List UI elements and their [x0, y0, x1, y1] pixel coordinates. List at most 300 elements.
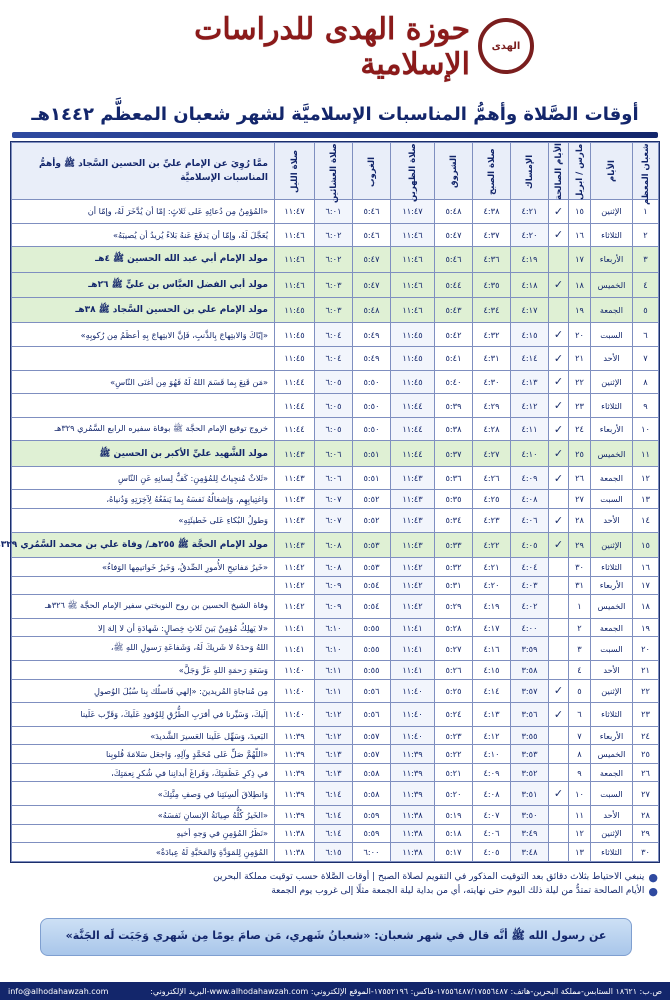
imsak-time: ٤:١٧ — [511, 297, 549, 322]
isha-time: ٦:١٥ — [315, 843, 353, 862]
row-note: اللهُ وَحدَهُ لا شَريكَ لَهُ، وَشَفاعَةِ رَسولِ اللهِ ﷺ، — [12, 637, 275, 661]
dhuhr-time: ١١:٣٨ — [391, 843, 435, 862]
night-prayer-time: ١١:٣٩ — [275, 745, 315, 764]
table-row — [12, 618, 659, 637]
title-divider — [12, 132, 658, 138]
row-note: وَسَعَةِ رَحمَةِ اللهِ عَزَّ وَجَلَّ» — [12, 660, 275, 679]
isha-time: ٦:٠٢ — [315, 223, 353, 247]
sha-day: ١٥ — [633, 532, 659, 557]
row-note: يُعَجَّلَ لَهُ، وإمّا أن يَدفَعَ عَنهُ بَلاءً يُريدُ أن يُصيبَهُ» — [12, 223, 275, 247]
fajr-time: ٤:٣٧ — [473, 223, 511, 247]
fajr-time: ٤:٠٩ — [473, 763, 511, 782]
isha-time: ٦:٠٤ — [315, 323, 353, 347]
footnote-text: الأيام الصالحة تمتدُّ من ليلة ذلك اليوم حتى نهايته، أي من بداية ليلة الجمعة مثلًا إلى غروب يوم الجمعة — [271, 886, 645, 896]
night-prayer-time: ١١:٤٧ — [275, 200, 315, 224]
weekday: الأحد — [591, 346, 633, 370]
isha-time: ٦:٠٥ — [315, 370, 353, 394]
logo-calligraphy: حوزة الهدى للدراسات الإسلامية — [194, 12, 470, 82]
isha-time: ٦:١٤ — [315, 824, 353, 843]
row-note: في ذِكرِ عَظَمَتِكَ، وَفَراغَ أبدانِنا في شُكرِ نِعمَتِكَ، — [12, 763, 275, 782]
table-row — [12, 679, 659, 703]
good-day-check — [549, 595, 569, 619]
col-good: الأيام الصالحة — [549, 143, 569, 200]
greg-date: ٢٣ — [569, 394, 591, 418]
night-prayer-time: ١١:٤٣ — [275, 441, 315, 466]
sunrise-time: ٥:٣٧ — [435, 441, 473, 466]
isha-time: ٦:١٤ — [315, 806, 353, 825]
fajr-time: ٤:٠٧ — [473, 806, 511, 825]
sunrise-time: ٥:٤١ — [435, 346, 473, 370]
isha-time: ٦:١٤ — [315, 782, 353, 806]
table-row — [12, 490, 659, 509]
weekday: الثلاثاء — [591, 394, 633, 418]
fajr-time: ٤:١٩ — [473, 595, 511, 619]
greg-date: ١٣ — [569, 843, 591, 862]
sunrise-time: ٥:٣٢ — [435, 557, 473, 576]
maghrib-time: ٥:٤٦ — [353, 223, 391, 247]
dhuhr-time: ١١:٤٤ — [391, 441, 435, 466]
row-note: «نَظَرُ المُؤمِنِ في وَجهِ أخيهِ — [12, 824, 275, 843]
imsak-time: ٤:١٥ — [511, 323, 549, 347]
row-note: «الخَيرُ كُلُّهُ صِيانَةُ الإنسانِ نَفسَهُ» — [12, 806, 275, 825]
prayer-times-table — [0, 141, 660, 863]
night-prayer-time: ١١:٣٨ — [275, 843, 315, 862]
sha-day: ١٣ — [633, 490, 659, 509]
greg-date: ١٧ — [569, 247, 591, 272]
table-row — [12, 441, 659, 466]
isha-time: ٦:١٠ — [315, 637, 353, 661]
dhuhr-time: ١١:٤٠ — [391, 679, 435, 703]
table-row — [12, 272, 659, 297]
imsak-time: ٤:١٨ — [511, 272, 549, 297]
isha-time: ٦:٠٩ — [315, 595, 353, 619]
night-prayer-time: ١١:٣٩ — [275, 782, 315, 806]
good-day-check: ✓ — [549, 703, 569, 727]
isha-time: ٦:٠٥ — [315, 394, 353, 418]
imsak-time: ٣:٥٥ — [511, 726, 549, 745]
maghrib-time: ٥:٥٩ — [353, 806, 391, 825]
row-note: مولد أبي الفضل العبَّاس بن عليٍّ ﷺ ٢٦هـ — [12, 272, 275, 297]
dhuhr-time: ١١:٤٥ — [391, 346, 435, 370]
night-prayer-time: ١١:٣٨ — [275, 824, 315, 843]
table-row — [12, 660, 659, 679]
sha-day: ٦ — [633, 323, 659, 347]
greg-date: ١٠ — [569, 782, 591, 806]
bullet-icon: ● — [648, 884, 658, 898]
weekday: الجمعة — [591, 763, 633, 782]
fajr-time: ٤:٢٦ — [473, 466, 511, 490]
greg-date: ١٥ — [569, 200, 591, 224]
row-note: خروج توقيع الإمام الحجَّة ﷺ بوفاة سفيره الرابع السَّمُري ٣٢٩هـ — [12, 417, 275, 441]
imsak-time: ٣:٥١ — [511, 782, 549, 806]
maghrib-time: ٥:٤٩ — [353, 346, 391, 370]
dhuhr-time: ١١:٤٤ — [391, 394, 435, 418]
fajr-time: ٤:٢٨ — [473, 417, 511, 441]
sha-day: ٢٢ — [633, 679, 659, 703]
good-day-check: ✓ — [549, 223, 569, 247]
fajr-time: ٤:٢٣ — [473, 509, 511, 533]
isha-time: ٦:٠٦ — [315, 466, 353, 490]
sunrise-time: ٥:٢١ — [435, 763, 473, 782]
greg-date: ٦ — [569, 703, 591, 727]
col-maghrib: الغروب — [353, 143, 391, 200]
table-row — [12, 745, 659, 764]
good-day-check — [549, 660, 569, 679]
greg-date: ٧ — [569, 726, 591, 745]
sunrise-time: ٥:١٩ — [435, 806, 473, 825]
weekday: السبت — [591, 323, 633, 347]
header — [0, 0, 670, 92]
imsak-time: ٤:٠٨ — [511, 490, 549, 509]
row-note: وَطولُ البُكاءِ عَلى خَطيئَتِهِ» — [12, 509, 275, 533]
weekday: الجمعة — [591, 466, 633, 490]
night-prayer-time: ١١:٤٥ — [275, 323, 315, 347]
night-prayer-time: ١١:٤٦ — [275, 247, 315, 272]
maghrib-time: ٥:٥٤ — [353, 576, 391, 595]
night-prayer-time: ١١:٤٠ — [275, 660, 315, 679]
sunrise-time: ٥:٤٠ — [435, 370, 473, 394]
sunrise-time: ٥:٣٦ — [435, 466, 473, 490]
sunrise-time: ٥:٢٢ — [435, 745, 473, 764]
greg-date: ٣٠ — [569, 557, 591, 576]
dhuhr-time: ١١:٣٩ — [391, 745, 435, 764]
greg-date: ٩ — [569, 763, 591, 782]
table-row — [12, 703, 659, 727]
dhuhr-time: ١١:٤٥ — [391, 370, 435, 394]
fajr-time: ٤:٣٨ — [473, 200, 511, 224]
sunrise-time: ٥:٢٥ — [435, 679, 473, 703]
sha-day: ٩ — [633, 394, 659, 418]
weekday: الثلاثاء — [591, 843, 633, 862]
weekday: السبت — [591, 637, 633, 661]
night-prayer-time: ١١:٤٤ — [275, 417, 315, 441]
greg-date: ٢٦ — [569, 466, 591, 490]
greg-date: ١٢ — [569, 824, 591, 843]
sunrise-time: ٥:٤٦ — [435, 247, 473, 272]
fajr-time: ٤:٠٥ — [473, 843, 511, 862]
night-prayer-time: ١١:٤٠ — [275, 703, 315, 727]
table-row — [12, 532, 659, 557]
weekday: الثلاثاء — [591, 703, 633, 727]
table-row — [12, 223, 659, 247]
weekday: الإثنين — [591, 679, 633, 703]
maghrib-time: ٥:٥٨ — [353, 782, 391, 806]
greg-date: ٢٨ — [569, 509, 591, 533]
night-prayer-time: ١١:٤٥ — [275, 297, 315, 322]
night-prayer-time: ١١:٤٠ — [275, 679, 315, 703]
imsak-time: ٤:١٤ — [511, 346, 549, 370]
night-prayer-time: ١١:٤٥ — [275, 346, 315, 370]
isha-time: ٦:٠٧ — [315, 509, 353, 533]
good-day-check — [549, 576, 569, 595]
row-note: مِن مُناجاةِ المُريدينَ: «إلهي فَاسلُك بِنا سُبُلَ الوُصولِ — [12, 679, 275, 703]
fajr-time: ٤:٣٥ — [473, 272, 511, 297]
row-note: وفاة الشيخ الحسين بن روح النوبختي سفير الإمام الحجَّة ﷺ ٣٢٦هـ — [12, 595, 275, 619]
col-fajr: صلاة الصبح — [473, 143, 511, 200]
good-day-check: ✓ — [549, 679, 569, 703]
row-note: مولد الإمام الحجَّة ﷺ ٢٥٥هـ/ وفاة علي بن محمد السَّمُري ٣٢٩ — [12, 532, 275, 557]
isha-time: ٦:٠٥ — [315, 417, 353, 441]
table-row — [12, 595, 659, 619]
row-note: إلَيكَ، وَسَيِّرنا في أقرَبِ الطُّرُقِ لِلوُفودِ عَلَيكَ، وَقَرِّب عَلَينا — [12, 703, 275, 727]
sunrise-time: ٥:٣٣ — [435, 532, 473, 557]
maghrib-time: ٥:٥٩ — [353, 824, 391, 843]
night-prayer-time: ١١:٤٣ — [275, 509, 315, 533]
good-day-check — [549, 618, 569, 637]
footer-address: ص.ب: ١٨٦٢١ الستابس-مملكة البحرين-هاتف: ١٧٥٥٦٤٨٧/١٧٥٥٦٤٨٧-فاكس: ١٧٥٥٢١٩٦-الموقع الإلكتروني: www.alhodahawzah.com-البريد الإلكتروني: — [150, 986, 662, 996]
table-row — [12, 297, 659, 322]
good-day-check — [549, 806, 569, 825]
dhuhr-time: ١١:٤٠ — [391, 726, 435, 745]
table-row — [12, 200, 659, 224]
imsak-time: ٣:٤٩ — [511, 824, 549, 843]
col-night: صلاة الليل — [275, 143, 315, 200]
footnotes — [12, 870, 658, 914]
night-prayer-time: ١١:٤٣ — [275, 490, 315, 509]
dhuhr-time: ١١:٤٣ — [391, 490, 435, 509]
weekday: الخميس — [591, 272, 633, 297]
isha-time: ٦:٠٢ — [315, 247, 353, 272]
maghrib-time: ٥:٥٦ — [353, 703, 391, 727]
maghrib-time: ٥:٥٠ — [353, 394, 391, 418]
hadith-quote-text: عن رسول الله ﷺ أنَّه قال في شهر شعبان: «شعبانُ شَهري، مَن صامَ يومًا مِن شَهري وَجَبَت لَه الجَنَّة» — [65, 929, 607, 942]
sha-day: ٤ — [633, 272, 659, 297]
sha-day: ٢٨ — [633, 806, 659, 825]
isha-time: ٦:١٢ — [315, 703, 353, 727]
imsak-time: ٤:٢٠ — [511, 223, 549, 247]
fajr-time: ٤:٢٢ — [473, 532, 511, 557]
greg-date: ٤ — [569, 660, 591, 679]
imsak-time: ٤:٠٠ — [511, 618, 549, 637]
sunrise-time: ٥:١٨ — [435, 824, 473, 843]
night-prayer-time: ١١:٤٣ — [275, 532, 315, 557]
night-prayer-time: ١١:٤٢ — [275, 576, 315, 595]
sunrise-time: ٥:٢٦ — [435, 660, 473, 679]
greg-date: ٣١ — [569, 576, 591, 595]
night-prayer-time: ١١:٤١ — [275, 618, 315, 637]
dhuhr-time: ١١:٤١ — [391, 637, 435, 661]
imsak-time: ٤:٠٤ — [511, 557, 549, 576]
good-day-check — [549, 745, 569, 764]
dhuhr-time: ١١:٤٢ — [391, 557, 435, 576]
weekday: الخميس — [591, 441, 633, 466]
weekday: الخميس — [591, 595, 633, 619]
weekday: الأحد — [591, 660, 633, 679]
dhuhr-time: ١١:٤٦ — [391, 223, 435, 247]
table-row — [12, 763, 659, 782]
good-day-check — [549, 490, 569, 509]
weekday: الأربعاء — [591, 417, 633, 441]
greg-date: ٢٢ — [569, 370, 591, 394]
weekday: الأحد — [591, 806, 633, 825]
table-row — [12, 394, 659, 418]
good-day-check: ✓ — [549, 466, 569, 490]
imsak-time: ٣:٥٦ — [511, 703, 549, 727]
sunrise-time: ٥:٢٩ — [435, 595, 473, 619]
greg-date: ٢ — [569, 618, 591, 637]
good-day-check: ✓ — [549, 370, 569, 394]
imsak-time: ٤:١١ — [511, 417, 549, 441]
col-imsak: الإمساك — [511, 143, 549, 200]
logo-badge-text: الهدى — [491, 40, 521, 52]
dhuhr-time: ١١:٤٦ — [391, 272, 435, 297]
sha-day: ٥ — [633, 297, 659, 322]
sha-day: ٢٣ — [633, 703, 659, 727]
imsak-time: ٣:٥٩ — [511, 637, 549, 661]
sha-day: ١٧ — [633, 576, 659, 595]
good-day-check — [549, 824, 569, 843]
fajr-time: ٤:١٥ — [473, 660, 511, 679]
sha-day: ١٨ — [633, 595, 659, 619]
sha-day: ١٦ — [633, 557, 659, 576]
dhuhr-time: ١١:٤٣ — [391, 466, 435, 490]
sha-day: ١٠ — [633, 417, 659, 441]
row-note: المُؤمِنِ لِلمَوَدَّةِ وَالمَحَبَّةِ لَهُ عِبادَةٌ» — [12, 843, 275, 862]
row-note: «ثَلاثٌ مُنجِياتٌ لِلمُؤمِنِ: كَفُّ لِسانِهِ عَنِ النّاسِ — [12, 466, 275, 490]
greg-date: ٢٠ — [569, 323, 591, 347]
weekday: السبت — [591, 490, 633, 509]
maghrib-time: ٥:٥٨ — [353, 763, 391, 782]
sha-day: ٢٤ — [633, 726, 659, 745]
good-day-check: ✓ — [549, 509, 569, 533]
fajr-time: ٤:١٠ — [473, 745, 511, 764]
isha-time: ٦:٠٨ — [315, 557, 353, 576]
col-notes: ممَّا رُوِيَ عن الإمام عليِّ بن الحسين السَّجاد ﷺ وأهمُّ المناسبات الإسلاميَّة — [12, 143, 275, 200]
night-prayer-time: ١١:٤٤ — [275, 394, 315, 418]
good-day-check: ✓ — [549, 782, 569, 806]
row-note: وَاغتِيابِهِم، وَإشغالُهُ نَفسَهُ بِما يَنفَعُهُ لِآخِرَتِهِ وَدُنياهُ، — [12, 490, 275, 509]
good-day-check: ✓ — [549, 200, 569, 224]
night-prayer-time: ١١:٤٦ — [275, 223, 315, 247]
dhuhr-time: ١١:٤٦ — [391, 247, 435, 272]
isha-time: ٦:١٢ — [315, 726, 353, 745]
fajr-time: ٤:٠٨ — [473, 782, 511, 806]
fajr-time: ٤:٣٦ — [473, 247, 511, 272]
maghrib-time: ٥:٤٨ — [353, 297, 391, 322]
footer-email[interactable]: info@alhodahawzah.com — [8, 986, 109, 996]
isha-time: ٦:١٣ — [315, 763, 353, 782]
sha-day: ٢٠ — [633, 637, 659, 661]
sha-day: ٨ — [633, 370, 659, 394]
footnote-item — [12, 884, 658, 898]
good-day-check — [549, 247, 569, 272]
row-note: مولد الإمام علي بن الحسين السَّجاد ﷺ ٣٨هـ — [12, 297, 275, 322]
greg-date: ٢٤ — [569, 417, 591, 441]
footnote-text: ينبغي الاحتياط بثلاث دقائق بعد التوقيت المذكور في التقويم لصلاة الصبح | أوقات الصَّلاة حسب توقيت مملكة البحرين — [213, 872, 645, 882]
maghrib-time: ٥:٥٥ — [353, 618, 391, 637]
fajr-time: ٤:٢٩ — [473, 394, 511, 418]
weekday: الإثنين — [591, 200, 633, 224]
sha-day: ١٩ — [633, 618, 659, 637]
sunrise-time: ٥:٤٢ — [435, 323, 473, 347]
table-row — [12, 509, 659, 533]
night-prayer-time: ١١:٤١ — [275, 637, 315, 661]
maghrib-time: ٥:٥٣ — [353, 532, 391, 557]
weekday: الأربعاء — [591, 247, 633, 272]
imsak-time: ٤:٠٩ — [511, 466, 549, 490]
row-note: «خَيرُ مَفاتيحِ الأُمورِ الصِّدقُ، وَخَيرُ خَواتيمِها الوَفاءُ» — [12, 557, 275, 576]
good-day-check — [549, 726, 569, 745]
maghrib-time: ٥:٥٥ — [353, 660, 391, 679]
table-row — [12, 782, 659, 806]
dhuhr-time: ١١:٤٢ — [391, 595, 435, 619]
fajr-time: ٤:٣٢ — [473, 323, 511, 347]
good-day-check: ✓ — [549, 441, 569, 466]
good-day-check: ✓ — [549, 323, 569, 347]
greg-date: ١٩ — [569, 297, 591, 322]
greg-date: ١٦ — [569, 223, 591, 247]
imsak-time: ٤:١٠ — [511, 441, 549, 466]
night-prayer-time: ١١:٤٤ — [275, 370, 315, 394]
fajr-time: ٤:٢١ — [473, 557, 511, 576]
sha-day: ١٢ — [633, 466, 659, 490]
greg-date: ١١ — [569, 806, 591, 825]
sha-day: ٢٧ — [633, 782, 659, 806]
sha-day: ٣٠ — [633, 843, 659, 862]
maghrib-time: ٥:٤٦ — [353, 200, 391, 224]
weekday: الإثنين — [591, 824, 633, 843]
fajr-time: ٤:٢٧ — [473, 441, 511, 466]
table-header-row — [12, 143, 659, 200]
imsak-time: ٣:٥٠ — [511, 806, 549, 825]
fajr-time: ٤:٢٥ — [473, 490, 511, 509]
good-day-check — [549, 763, 569, 782]
good-day-check: ✓ — [549, 394, 569, 418]
maghrib-time: ٥:٥١ — [353, 441, 391, 466]
sunrise-time: ٥:٢٠ — [435, 782, 473, 806]
maghrib-time: ٥:٤٧ — [353, 272, 391, 297]
weekday: الأحد — [591, 509, 633, 533]
imsak-time: ٤:١٩ — [511, 247, 549, 272]
table-row — [12, 466, 659, 490]
dhuhr-time: ١١:٣٩ — [391, 763, 435, 782]
maghrib-time: ٥:٥٠ — [353, 417, 391, 441]
isha-time: ٦:١٣ — [315, 745, 353, 764]
imsak-time: ٣:٥٨ — [511, 660, 549, 679]
fajr-time: ٤:١٢ — [473, 726, 511, 745]
col-greg: مارس / ابريل — [569, 143, 591, 200]
isha-time: ٦:١١ — [315, 660, 353, 679]
table-row — [12, 323, 659, 347]
footnote-item — [12, 870, 658, 884]
fajr-time: ٤:٠٦ — [473, 824, 511, 843]
weekday: الإثنين — [591, 532, 633, 557]
good-day-check: ✓ — [549, 346, 569, 370]
sunrise-time: ٥:٣٩ — [435, 394, 473, 418]
table-row — [12, 346, 659, 370]
imsak-time: ٤:١٣ — [511, 370, 549, 394]
col-sha: شعبان المعظم — [633, 143, 659, 200]
row-note — [12, 576, 275, 595]
maghrib-time: ٥:٥٠ — [353, 370, 391, 394]
dhuhr-time: ١١:٤١ — [391, 660, 435, 679]
weekday: الأربعاء — [591, 576, 633, 595]
greg-date: ١٨ — [569, 272, 591, 297]
sunrise-time: ٥:٢٣ — [435, 726, 473, 745]
sha-day: ٢٥ — [633, 745, 659, 764]
sunrise-time: ٥:٤٨ — [435, 200, 473, 224]
row-note: «المُؤمِنُ مِن دُعائِهِ عَلى ثَلاثٍ: إمّا أن يُدَّخَرَ لَهُ، وإمّا أن — [12, 200, 275, 224]
row-note: البَعيدَ، وَسَهِّل عَلَينا العَسيرَ الشَّديدَ» — [12, 726, 275, 745]
dhuhr-time: ١١:٤٣ — [391, 509, 435, 533]
row-note: «إيّاكَ وَالابتِهاجَ بِالذَّنبِ، فَإنَّ الابتِهاجَ بِهِ أعظَمُ مِن رُكوبِهِ» — [12, 323, 275, 347]
weekday: السبت — [591, 782, 633, 806]
col-dhuhr: صلاة الظهرين — [391, 143, 435, 200]
fajr-time: ٤:١٧ — [473, 618, 511, 637]
maghrib-time: ٥:٥٧ — [353, 745, 391, 764]
col-day: الأيام — [591, 143, 633, 200]
sha-day: ٢٦ — [633, 763, 659, 782]
